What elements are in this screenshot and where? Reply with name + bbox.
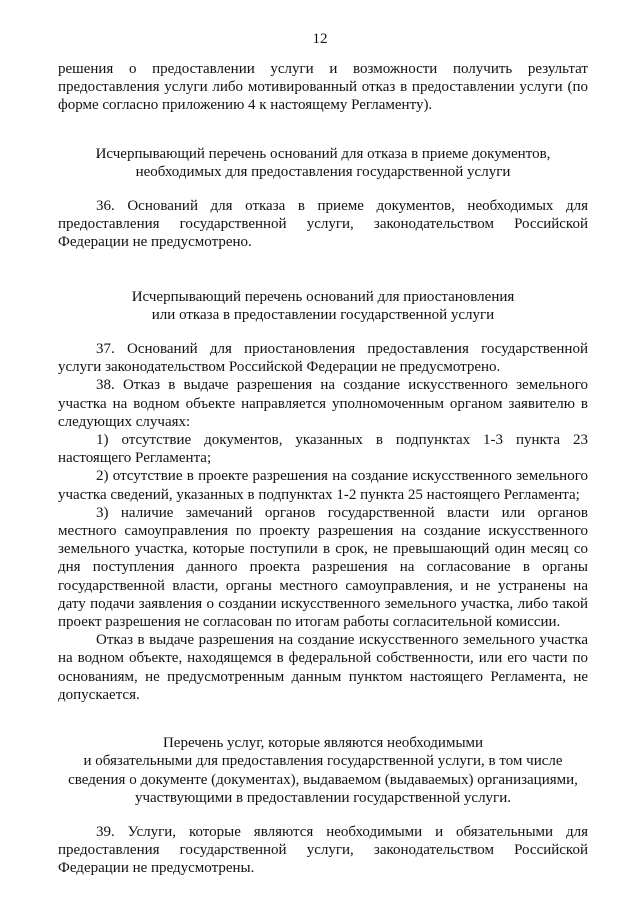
heading-line: Перечень услуг, которые являются необходимыми <box>162 735 484 752</box>
spacer <box>58 181 588 197</box>
document-body <box>58 60 588 878</box>
section-heading <box>58 145 588 181</box>
paragraph: 2) отсутствие в проекте разрешения на создание искусственного земельного участка сведений, указанных в подпунктах 1-2 пункта 25 настоящего Регламента; <box>58 468 588 503</box>
paragraph: 3) наличие замечаний органов государственной власти или органов местного самоуправления по проекту разрешения на создание искусственного земельного участка, которые поступили в срок, не превышающий один месяц со дня поступления данного проекта разрешения на согласование в органы государственной власти, органы местного самоуправления, и не устранены на дату подачи заявления о создании искусственного земельного участка, либо такой проект разрешения не согласован по итогам работы согласительной комиссии. <box>58 504 588 631</box>
heading-line: сведения о документе (документах), выдаваемом (выдаваемых) организациями, <box>68 771 578 788</box>
page-number: 12 <box>312 31 328 47</box>
spacer <box>58 115 588 145</box>
heading-line: участвующими в предоставлении государственной услуги. <box>134 789 511 806</box>
section-heading <box>58 288 588 324</box>
paragraph: 1) отсутствие документов, указанных в подпунктах 1-3 пункта 23 настоящего Регламента; <box>58 432 588 467</box>
spacer <box>58 807 588 823</box>
spacer <box>58 252 588 288</box>
heading-line: Исчерпывающий перечень оснований для отказа в приеме документов, <box>95 145 551 162</box>
paragraph: 39. Услуги, которые являются необходимыми и обязательными для предоставления государственной услуги, законодательством Российской Федерации не предусмотрены. <box>58 823 588 877</box>
spacer <box>58 704 588 734</box>
heading-line: или отказа в предоставлении государственной услуги <box>151 306 495 323</box>
paragraph: решения о предоставлении услуги и возможности получить результат предоставления услуги либо мотивированный отказ в предоставлении услуги (по форме согласно приложению 4 к настоящему Регламенту). <box>58 61 588 114</box>
paragraph: 38. Отказ в выдаче разрешения на создание искусственного земельного участка на водном объекте направляется уполномоченным органом заявителю в следующих случаях: <box>58 377 588 430</box>
heading-line: необходимых для предоставления государственной услуги <box>135 163 511 180</box>
spacer <box>58 324 588 340</box>
paragraph: 36. Оснований для отказа в приеме документов, необходимых для предоставления государственной услуги, законодательством Российской Федерации не предусмотрено. <box>58 198 588 251</box>
section-heading <box>58 734 588 807</box>
paragraph: Отказ в выдаче разрешения на создание искусственного земельного участка на водном объекте, находящемся в федеральной собственности, или его части по основаниям, не предусмотренным данным пунктом настоящего Регламента, не допускается. <box>58 632 588 703</box>
paragraph: 37. Оснований для приостановления предоставления государственной услуги законодательством Российской Федерации не предусмотрено. <box>58 341 588 376</box>
heading-line: и обязательными для предоставления государственной услуги, в том числе <box>83 753 563 770</box>
heading-line: Исчерпывающий перечень оснований для приостановления <box>131 288 515 305</box>
